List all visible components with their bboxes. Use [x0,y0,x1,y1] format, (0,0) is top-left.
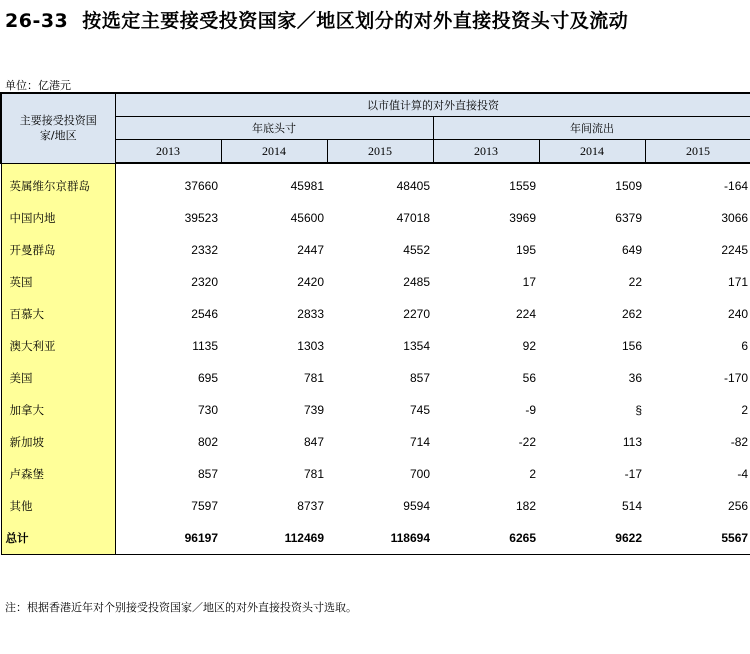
value-cell: 730 [197,403,218,417]
data-table [0,92,750,555]
table-row [1,202,750,234]
value-cell: 48405 [396,179,430,193]
value-cell: 714 [409,435,430,449]
table-row [1,426,750,458]
footnote: 注：根据香港近年对个别接受投资国家／地区的对外直接投资头寸选取。 [5,601,357,614]
unit-label: 单位：亿港元 [5,79,71,92]
year-header: 2013 [115,140,221,164]
country-name: 英国 [1,266,115,298]
value-cell: 256 [728,499,749,513]
value-cell: 2 [529,467,536,481]
value-cell: 45981 [290,179,324,193]
value-cell: 22 [628,275,642,289]
table-row [1,362,750,394]
value-cell: 9594 [403,499,430,513]
year-header: 2015 [327,140,433,164]
value-cell: 4552 [403,243,430,257]
country-name: 新加坡 [1,426,115,458]
subgroup-header-outflow: 年间流出 [433,117,750,140]
table-row [1,163,750,202]
value-cell: 45600 [290,211,324,225]
page-title [5,6,628,33]
value-cell: 514 [621,499,642,513]
table-row [1,490,750,522]
value-cell: 2833 [297,307,324,321]
value-cell: 47018 [396,211,430,225]
value-cell: 781 [303,467,324,481]
value-cell: 113 [622,435,642,449]
value-cell: 2270 [403,307,430,321]
value-cell: 156 [621,339,642,353]
value-cell: 2245 [721,243,749,257]
table-row [1,266,750,298]
value-cell: 1354 [403,339,430,353]
year-header: 2014 [221,140,327,164]
value-cell: 1303 [297,339,324,353]
table-body [1,163,750,555]
country-name: 中国内地 [1,202,115,234]
year-header: 2013 [433,140,539,164]
country-name: 百慕大 [1,298,115,330]
table-number: 26-33 [5,10,69,32]
value-cell: 118694 [327,522,433,555]
value-cell: 6379 [615,211,642,225]
value-cell: -164 [724,179,749,193]
total-label: 总计 [1,522,115,555]
value-cell: 195 [515,243,536,257]
country-name: 美国 [1,362,115,394]
value-cell: 36 [628,371,642,385]
value-cell: § [635,403,642,417]
value-cell: 649 [621,243,642,257]
value-cell: 182 [515,499,536,513]
value-cell: 2546 [191,307,218,321]
value-cell: 171 [728,275,749,289]
country-name: 澳大利亚 [1,330,115,362]
value-cell: 240 [728,307,749,321]
value-cell: 2 [741,403,749,417]
group-header: 以市值计算的对外直接投资 [115,93,750,117]
value-cell: 17 [522,275,536,289]
value-cell: 2447 [297,243,324,257]
year-header: 2014 [539,140,645,164]
value-cell: 96197 [115,522,221,555]
value-cell: 700 [409,467,430,481]
table-row [1,394,750,426]
table-header [1,93,750,163]
country-name: 其他 [1,490,115,522]
table-row [1,458,750,490]
value-cell: 224 [515,307,536,321]
value-cell: 112469 [221,522,327,555]
value-cell: 37660 [184,179,218,193]
table-row [1,234,750,266]
year-header: 2015 [645,140,750,164]
value-cell: -4 [737,467,749,481]
value-cell: 857 [409,371,430,385]
value-cell: -22 [518,435,536,449]
row-header-label: 主要接受投资国家/地区 [19,114,97,143]
value-cell: 6265 [433,522,539,555]
value-cell: 8737 [297,499,324,513]
value-cell: 2320 [191,275,218,289]
value-cell: 781 [303,371,324,385]
value-cell: 739 [303,403,324,417]
value-cell: 6 [741,339,749,353]
table-row [1,330,750,362]
value-cell: 1559 [509,179,536,193]
country-name: 卢森堡 [1,458,115,490]
table-row [1,298,750,330]
value-cell: 802 [197,435,218,449]
value-cell: 2332 [191,243,218,257]
value-cell: 9622 [539,522,645,555]
country-name: 英属维尔京群岛 [1,163,115,202]
value-cell: 857 [197,467,218,481]
value-cell: 3969 [509,211,536,225]
subgroup-header-position: 年底头寸 [115,117,433,140]
data-table-container [0,92,750,557]
value-cell: 847 [303,435,324,449]
value-cell: 262 [621,307,642,321]
value-cell: -9 [525,403,536,417]
value-cell: 3066 [721,211,749,225]
total-row [1,522,750,555]
value-cell: 695 [197,371,218,385]
country-name: 加拿大 [1,394,115,426]
value-cell: 92 [522,339,536,353]
value-cell: 39523 [184,211,218,225]
value-cell: 1509 [615,179,642,193]
value-cell: 1135 [192,339,218,353]
value-cell: 56 [522,371,536,385]
value-cell: 2420 [297,275,324,289]
title-text: 按选定主要接受投资国家／地区划分的对外直接投资头寸及流动 [82,10,629,32]
value-cell: 745 [409,403,430,417]
row-header [1,93,115,163]
value-cell: 7597 [191,499,218,513]
value-cell: -17 [624,467,642,481]
value-cell: -170 [724,371,749,385]
country-name: 开曼群岛 [1,234,115,266]
value-cell: -82 [730,435,749,449]
value-cell: 2485 [403,275,430,289]
value-cell: 5567 [645,522,750,555]
